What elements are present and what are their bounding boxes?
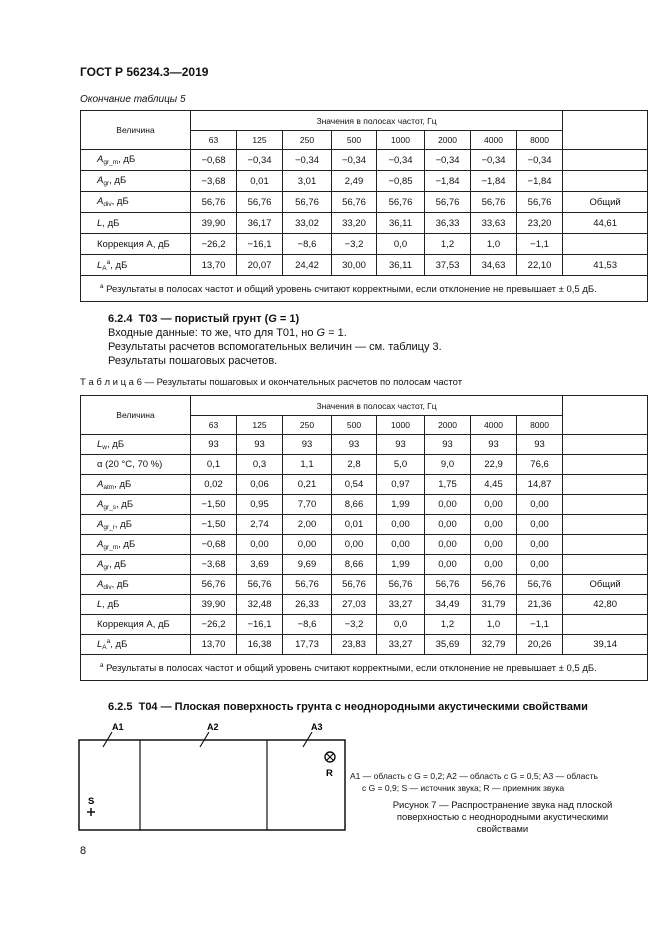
table-cell: −1,84 (517, 171, 563, 192)
receiver-icon (325, 752, 335, 762)
table-cell: 1,2 (425, 234, 471, 255)
table-cell: −16,1 (237, 234, 283, 255)
row-subscript: atm (103, 483, 115, 491)
row-subscript: div (103, 201, 112, 208)
table-cell: 23,83 (332, 635, 377, 655)
table-cell: 0,54 (332, 475, 377, 495)
table-cell: 0,00 (425, 515, 471, 535)
table-cell: 56,76 (425, 192, 471, 213)
table-5 (80, 110, 648, 302)
row-unit: , дБ (114, 518, 132, 530)
total-cell: Общий (563, 575, 648, 595)
table-cell: 0,00 (517, 515, 563, 535)
row-label-cell (81, 192, 191, 213)
table-cell: 34,63 (471, 255, 517, 276)
row-symbol: A (97, 498, 104, 510)
table-cell: 20,07 (237, 255, 283, 276)
row-unit: , дБ (114, 478, 132, 490)
section-6-2-4-title-var: G (268, 313, 277, 325)
freq-header: 500 (332, 416, 377, 435)
table-cell: 0,00 (471, 515, 517, 535)
table-cell: 0,00 (425, 495, 471, 515)
table-cell: −16,1 (237, 615, 283, 635)
table-cell: 93 (471, 435, 517, 455)
row-label-cell (81, 171, 191, 192)
table-cell: 2,49 (332, 171, 377, 192)
table-cell: 0,00 (517, 535, 563, 555)
table-cell: −0,34 (332, 150, 377, 171)
table-cell: 32,79 (471, 635, 517, 655)
total-cell (563, 515, 648, 535)
table-cell: 56,76 (425, 575, 471, 595)
table-cell: 3,69 (237, 555, 283, 575)
row-unit: , дБ (109, 558, 127, 570)
line1-var: G (316, 327, 326, 339)
table-cell: 17,73 (283, 635, 332, 655)
section-6-2-4-line2: Результаты расчетов вспомогательных величин — см. таблицу 3. (108, 341, 442, 353)
section-6-2-5-heading (108, 701, 588, 713)
total-cell (563, 234, 648, 255)
col-header-quantity: Величина (81, 396, 191, 435)
table-cell: 9,69 (283, 555, 332, 575)
figure-7-caption-line1: Рисунок 7 — Распространение звука над плоской (392, 800, 613, 811)
table-cell: −3,68 (191, 555, 237, 575)
table-cell: −0,34 (471, 150, 517, 171)
table-cell: 5,0 (377, 455, 425, 475)
row-symbol: A (97, 518, 104, 530)
row-superscript: a (106, 258, 111, 266)
source-icon (87, 808, 95, 816)
table-cell: 1,1 (283, 455, 332, 475)
row-subscript: gr (103, 563, 110, 571)
table5-caption: Окончание таблицы 5 (80, 94, 186, 105)
row-unit: , дБ (118, 154, 136, 165)
table-cell: −1,50 (191, 515, 237, 535)
freq-header: 500 (332, 131, 377, 150)
table-cell: −8,6 (283, 234, 332, 255)
table-cell: 2,00 (283, 515, 332, 535)
freq-header: 63 (191, 416, 237, 435)
table-cell: −0,68 (191, 150, 237, 171)
table-cell: 0,0 (377, 234, 425, 255)
table-cell: 21,36 (517, 595, 563, 615)
table-cell: 33,63 (471, 213, 517, 234)
table-cell: 0,95 (237, 495, 283, 515)
total-cell: 39,14 (563, 635, 648, 655)
table-cell: 56,76 (517, 575, 563, 595)
table-cell: −1,84 (471, 171, 517, 192)
table-cell: 0,3 (237, 455, 283, 475)
table-cell: 76,6 (517, 455, 563, 475)
table-6 (80, 395, 648, 681)
section-6-2-4-line1 (108, 327, 347, 339)
freq-header: 4000 (471, 416, 517, 435)
total-cell: 42,80 (563, 595, 648, 615)
freq-header: 2000 (425, 131, 471, 150)
row-symbol: L (97, 599, 103, 610)
table-cell: 0,00 (237, 535, 283, 555)
table-cell: 0,1 (191, 455, 237, 475)
table-cell: 56,76 (517, 192, 563, 213)
table-cell: 56,76 (191, 192, 237, 213)
table-cell: 56,76 (471, 575, 517, 595)
table-cell: 27,03 (332, 595, 377, 615)
table-cell: 93 (191, 435, 237, 455)
table-cell: 24,42 (283, 255, 332, 276)
table-cell: −8,6 (283, 615, 332, 635)
table-cell: 0,02 (191, 475, 237, 495)
table-cell: 30,00 (332, 255, 377, 276)
table-cell: 22,10 (517, 255, 563, 276)
row-subscript: gr (103, 180, 110, 187)
line1-pre: Входные данные: то же, что для T01, но (108, 327, 317, 339)
table-cell: 56,76 (191, 575, 237, 595)
freq-header: 250 (283, 416, 332, 435)
table-cell: 56,76 (332, 575, 377, 595)
table-cell: 36,33 (425, 213, 471, 234)
row-subscript: gr_s (103, 503, 116, 511)
table-cell: 20,26 (517, 635, 563, 655)
row-symbol: A (97, 478, 104, 490)
total-cell (563, 475, 648, 495)
row-unit: , дБ (102, 599, 120, 610)
row-label-cell (81, 150, 191, 171)
table-cell: 56,76 (377, 192, 425, 213)
section-6-2-5-number: 6.2.5 (108, 701, 133, 713)
table-cell: 56,76 (237, 192, 283, 213)
row-unit: , дБ (118, 538, 136, 550)
freq-header: 125 (237, 416, 283, 435)
footnote-mark: a (99, 662, 104, 669)
total-cell (563, 535, 648, 555)
table-cell: −1,1 (517, 615, 563, 635)
table-cell: 93 (237, 435, 283, 455)
table-cell: 36,11 (377, 213, 425, 234)
row-symbol: A (97, 578, 104, 590)
row-label-cell (81, 475, 191, 495)
row-unit: , дБ (111, 196, 129, 207)
row-label-cell (81, 635, 191, 655)
freq-header: 125 (237, 131, 283, 150)
table-cell: 14,87 (517, 475, 563, 495)
table-cell: 34,49 (425, 595, 471, 615)
table-cell: 1,0 (471, 615, 517, 635)
row-unit: , дБ (107, 438, 125, 450)
table-cell: 0,00 (377, 515, 425, 535)
line1-post: = 1. (325, 327, 347, 339)
row-label-cell (81, 455, 191, 475)
freq-header: 2000 (425, 416, 471, 435)
table-cell: 2,74 (237, 515, 283, 535)
table-cell: 3,01 (283, 171, 332, 192)
table-cell: 0,00 (283, 535, 332, 555)
total-cell (563, 455, 648, 475)
row-subscript: A (102, 264, 107, 272)
row-label: Коррекция А, дБ (97, 238, 170, 250)
table-cell: 31,79 (471, 595, 517, 615)
table-cell: 32,48 (237, 595, 283, 615)
table-cell: 8,66 (332, 555, 377, 575)
figure-7-legend-line2: с G = 0,9; S — источник звука; R — приемник звука (362, 783, 565, 793)
freq-header: 250 (283, 131, 332, 150)
table-cell: 0,00 (517, 495, 563, 515)
section-6-2-4-line3: Результаты пошаговых расчетов. (108, 355, 278, 367)
row-unit: , дБ (111, 578, 129, 590)
table-cell: 9,0 (425, 455, 471, 475)
row-label-cell (81, 555, 191, 575)
table-cell: −0,34 (425, 150, 471, 171)
section-6-2-4-heading (108, 313, 299, 325)
table-cell: 39,90 (191, 595, 237, 615)
page-number: 8 (80, 845, 87, 857)
table-cell: 1,99 (377, 555, 425, 575)
table-cell: 0,00 (471, 535, 517, 555)
total-cell (563, 150, 648, 171)
table-cell: 22,9 (471, 455, 517, 475)
table-cell: −26,2 (191, 615, 237, 635)
table-cell: 0,00 (332, 535, 377, 555)
table-cell: 33,02 (283, 213, 332, 234)
row-symbol: A (97, 538, 104, 550)
row-symbol: L (97, 217, 103, 229)
total-cell: Общий (563, 192, 648, 213)
table-cell: 23,20 (517, 213, 563, 234)
total-cell (563, 435, 648, 455)
row-unit: , дБ (116, 498, 134, 510)
table-cell: 16,38 (237, 635, 283, 655)
table-cell: 7,70 (283, 495, 332, 515)
label-a2: A2 (207, 722, 219, 732)
row-unit: , дБ (110, 639, 128, 650)
table-cell: 56,76 (283, 575, 332, 595)
table-cell: 33,20 (332, 213, 377, 234)
table-cell: 56,76 (237, 575, 283, 595)
footnote-text: Результаты в полосах частот и общий уровень считают корректными, если отклонение не превышает ± 0,5 дБ. (106, 663, 597, 674)
table-cell: −0,34 (377, 150, 425, 171)
row-symbol: A (97, 175, 104, 186)
col-header-quantity: Величина (81, 111, 191, 150)
row-subscript: gr_r (103, 523, 115, 531)
label-a1: A1 (112, 722, 124, 732)
table-cell: 93 (332, 435, 377, 455)
row-label-cell (81, 495, 191, 515)
standard-header: ГОСТ Р 56234.3—2019 (80, 65, 209, 79)
table-cell: 93 (283, 435, 332, 455)
row-symbol: A (97, 154, 104, 165)
table-cell: −0,68 (191, 535, 237, 555)
figure-7-diagram (78, 720, 348, 832)
row-subscript: A (102, 644, 107, 651)
row-label-cell (81, 515, 191, 535)
freq-header: 63 (191, 131, 237, 150)
table-cell: 26,33 (283, 595, 332, 615)
row-symbol: A (97, 558, 104, 570)
table-cell: 1,99 (377, 495, 425, 515)
table-cell: 1,2 (425, 615, 471, 635)
table-footnote (81, 655, 648, 681)
table-cell: 33,27 (377, 635, 425, 655)
row-superscript: a (106, 638, 111, 645)
band-header: Значения в полосах частот, Гц (191, 111, 563, 131)
label-s: S (88, 796, 95, 807)
table-cell: 0,00 (425, 535, 471, 555)
section-6-2-5-title: T04 — Плоская поверхность грунта с неоднородными акустическими свойствами (138, 701, 588, 713)
row-label: Коррекция А, дБ (97, 619, 170, 630)
total-cell (563, 555, 648, 575)
row-label-cell (81, 615, 191, 635)
table-cell: 0,06 (237, 475, 283, 495)
band-header: Значения в полосах частот, Гц (191, 396, 563, 416)
table-cell: 93 (517, 435, 563, 455)
total-cell (563, 615, 648, 635)
table-cell: 13,70 (191, 635, 237, 655)
table-cell: 37,53 (425, 255, 471, 276)
table-cell: 0,00 (425, 555, 471, 575)
total-cell (563, 495, 648, 515)
table-cell: 0,00 (471, 555, 517, 575)
row-unit: , дБ (109, 175, 127, 186)
table6-caption: Т а б л и ц а 6 — Результаты пошаговых и окончательных расчетов по полосам частот (80, 377, 463, 388)
table-cell: −1,84 (425, 171, 471, 192)
table-cell: 36,17 (237, 213, 283, 234)
figure-7-legend-line1: A1 — область с G = 0,2; A2 — область с G = 0,5; A3 — область (350, 771, 598, 781)
freq-header: 1000 (377, 416, 425, 435)
freq-header: 1000 (377, 131, 425, 150)
table-cell: 0,00 (471, 495, 517, 515)
table-cell: 93 (425, 435, 471, 455)
table-cell: 56,76 (471, 192, 517, 213)
row-symbol: L (97, 438, 103, 450)
row-label-cell (81, 435, 191, 455)
table-cell: 56,76 (332, 192, 377, 213)
section-6-2-4-number: 6.2.4 (108, 313, 133, 325)
label-a3: A3 (311, 722, 323, 732)
section-6-2-4-title-post: = 1) (276, 313, 300, 325)
table-cell: 1,0 (471, 234, 517, 255)
table-cell: 0,01 (237, 171, 283, 192)
footnote-text: Результаты в полосах частот и общий уровень считают корректными, если отклонение не превышает ± 0,5 дБ. (106, 284, 597, 295)
table-cell: −1,50 (191, 495, 237, 515)
table-cell: 93 (377, 435, 425, 455)
table-cell: −1,1 (517, 234, 563, 255)
row-unit: , дБ (102, 217, 120, 229)
row-subscript: gr_m (103, 159, 119, 166)
table-cell: 4,45 (471, 475, 517, 495)
ground-region-outline (79, 740, 345, 830)
table-cell: −3,68 (191, 171, 237, 192)
table-cell: 36,11 (377, 255, 425, 276)
table-cell: −0,34 (283, 150, 332, 171)
row-subscript: div (103, 583, 112, 591)
figure-7-caption-line2: поверхностью с неоднородными акустическими (396, 812, 609, 823)
row-label-cell (81, 234, 191, 255)
table-cell: 8,66 (332, 495, 377, 515)
table-cell: −0,34 (237, 150, 283, 171)
row-symbol: L (97, 259, 103, 271)
total-cell: 41,53 (563, 255, 648, 276)
row-label-cell (81, 255, 191, 276)
table-cell: 0,97 (377, 475, 425, 495)
figure-7-caption-line3: свойствами (476, 824, 529, 835)
table-cell: 39,90 (191, 213, 237, 234)
row-label-cell (81, 595, 191, 615)
table-cell: −3,2 (332, 234, 377, 255)
table-cell: 2,8 (332, 455, 377, 475)
row-subscript: w (102, 443, 107, 451)
row-subscript: gr_m (103, 543, 119, 551)
table-cell: 0,21 (283, 475, 332, 495)
freq-header: 8000 (517, 416, 563, 435)
total-cell (563, 171, 648, 192)
table-footnote (81, 276, 648, 302)
table-cell: 0,01 (332, 515, 377, 535)
table-cell: 56,76 (283, 192, 332, 213)
table-cell: 0,00 (377, 535, 425, 555)
table-cell: 35,69 (425, 635, 471, 655)
row-label: α (20 °C, 70 %) (97, 459, 163, 470)
table-cell: −3,2 (332, 615, 377, 635)
table-cell: −0,34 (517, 150, 563, 171)
freq-header: 8000 (517, 131, 563, 150)
footnote-mark: a (99, 283, 104, 290)
table-cell: 33,27 (377, 595, 425, 615)
row-label-cell (81, 575, 191, 595)
label-r: R (326, 768, 333, 779)
row-symbol: L (97, 639, 103, 650)
total-cell: 44,61 (563, 213, 648, 234)
table-cell: 56,76 (377, 575, 425, 595)
row-symbol: A (97, 196, 104, 207)
table-cell: 1,75 (425, 475, 471, 495)
table-cell: 0,0 (377, 615, 425, 635)
table-cell: −26,2 (191, 234, 237, 255)
section-6-2-4-title-pre: T03 — пористый грунт ( (138, 313, 269, 325)
row-unit: , дБ (110, 259, 128, 271)
table-cell: −0,85 (377, 171, 425, 192)
col-header-total (563, 396, 648, 435)
freq-header: 4000 (471, 131, 517, 150)
row-label-cell (81, 535, 191, 555)
table-cell: 13,70 (191, 255, 237, 276)
col-header-total (563, 111, 648, 150)
row-label-cell (81, 213, 191, 234)
table-cell: 0,00 (517, 555, 563, 575)
